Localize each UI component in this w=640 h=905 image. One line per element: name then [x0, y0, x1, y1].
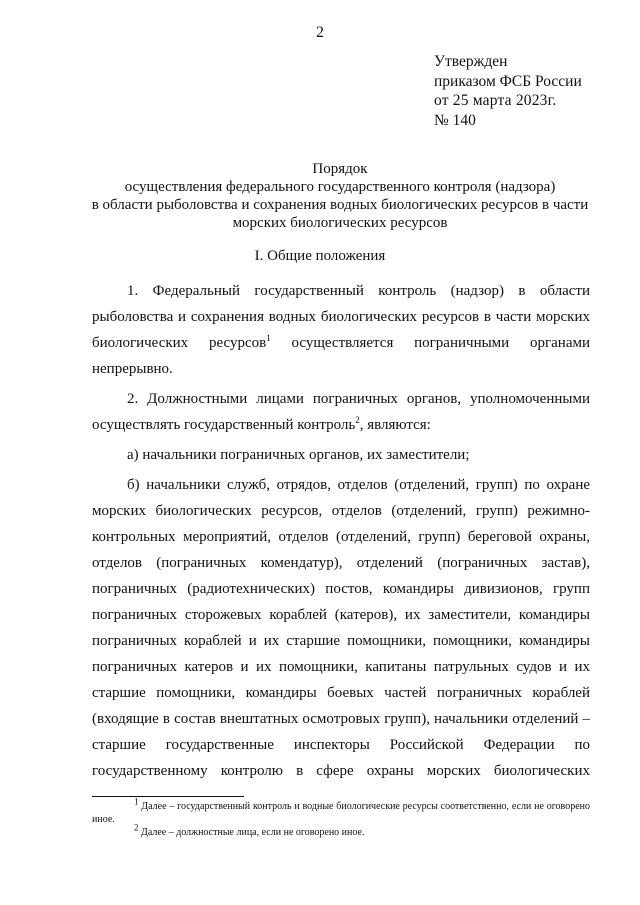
- title-line: морских биологических ресурсов: [232, 215, 448, 231]
- footnote-2-mark: 2: [134, 822, 139, 833]
- footnote-1: [92, 796, 590, 826]
- footnotes: [92, 796, 590, 839]
- paragraph-2-text-end: , являются:: [359, 417, 431, 433]
- approval-line: приказом ФСБ России: [434, 72, 582, 90]
- paragraph-2: [92, 386, 590, 438]
- approval-stamp: [434, 52, 582, 130]
- paragraph-4: б) начальники служб, отрядов, отделов (отделений, групп) по охране морских биологических ресурсов, отделов (отделений, групп) режимно-контрольных мероприятий, отделов (отделений, групп) береговой охраны, отделов (пограничных комендатур), отделений (пограничных застав), пограничных (радиотехнических) постов, командиры дивизионов, групп пограничных сторожевых кораблей (катеров), их заместители, командиры пограничных кораблей и их старшие помощники, помощники, командиры пограничных катеров и их помощники, капитаны патрульных судов и их старшие помощники, командиры боевых частей пограничных кораблей (входящие в состав внештатных осмотровых групп), начальники отделений – старшие государственные инспекторы Российской Федерации по государственному контролю в сфере охраны морских биологических: [92, 477, 590, 779]
- footnote-ref-1: 1: [266, 333, 271, 343]
- footnote-1-text: Далее – государственный контроль и водные биологические ресурсы соответственно, если не оговорено иное.: [92, 801, 590, 825]
- footnote-2: [92, 822, 590, 839]
- paragraph-2-text: 2. Должностными лицами пограничных органов, уполномоченными осуществлять государственный контроль: [92, 391, 590, 433]
- paragraph-1-text: 1. Федеральный государственный контроль (надзор) в области рыболовства и сохранения водных биологических ресурсов в части морских биологических ресурсов: [92, 283, 590, 351]
- paragraph-3: а) начальники пограничных органов, их заместители;: [127, 447, 470, 463]
- footnote-separator: [92, 796, 244, 797]
- section-heading: I. Общие положения: [254, 248, 386, 264]
- footnote-1-mark: 1: [134, 796, 139, 807]
- footnote-2-text: Далее – должностные лица, если не оговорено иное.: [138, 827, 365, 838]
- paragraph-1-text-end: осуществляется пограничными органами непрерывно.: [92, 335, 590, 377]
- title-line: в области рыболовства и сохранения водных биологических ресурсов в части: [91, 197, 589, 213]
- page-number: 2: [316, 24, 324, 41]
- body-text: [92, 278, 590, 784]
- paragraph-1: [92, 278, 590, 382]
- approval-number: № 140: [434, 111, 476, 129]
- title-line: Порядок: [312, 161, 368, 177]
- approval-date: от 25 марта 2023г.: [434, 92, 557, 109]
- title-line: осуществления федерального государственного контроля (надзора): [124, 179, 556, 195]
- footnote-ref-2: 2: [355, 415, 360, 425]
- approval-line: Утвержден: [434, 53, 508, 70]
- document-title: [60, 160, 620, 232]
